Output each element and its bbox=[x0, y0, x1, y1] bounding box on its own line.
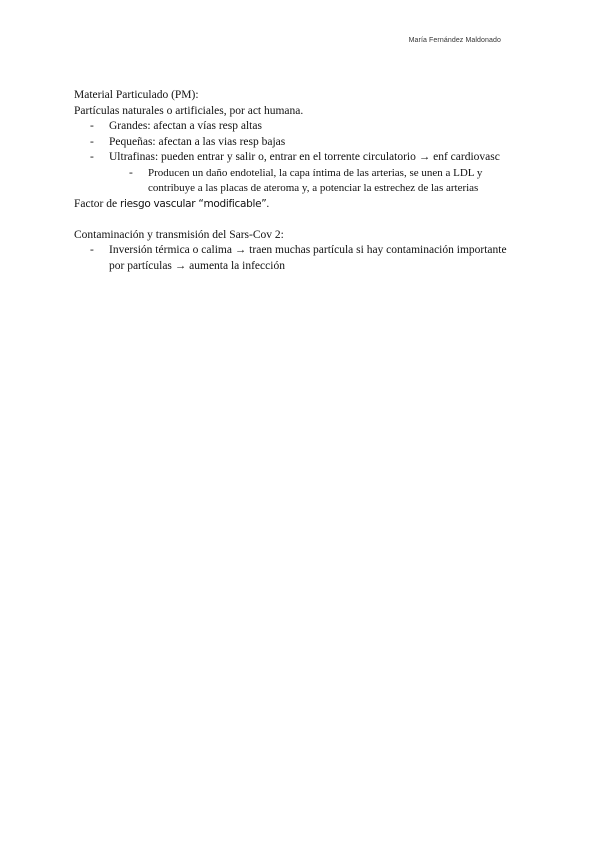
section-intro: Partículas naturales o artificiales, por act humana. bbox=[74, 104, 304, 117]
list-item-pequenas bbox=[90, 135, 524, 151]
bullet-marker: - bbox=[90, 135, 94, 148]
document-body bbox=[74, 88, 524, 274]
page-header-author: María Fernández Maldonado bbox=[408, 37, 501, 44]
list-item-text: Inversión térmica o calima → traen muchas partícula si hay contaminación importante por partículas → aumenta la infección bbox=[109, 244, 507, 272]
section-title-sars-cov-2: Contaminación y transmisión del Sars-Cov 2: bbox=[74, 228, 284, 241]
risk-factor-line bbox=[74, 197, 524, 213]
sub-list-item-dano-endotelial bbox=[129, 166, 524, 197]
paragraph-spacer bbox=[74, 212, 524, 228]
list-item-text: Pequeñas: afectan a las vias resp bajas bbox=[109, 135, 286, 148]
list-item-text: Ultrafinas: pueden entrar y salir o, entrar en el torrente circulatorio → enf cardiovasc bbox=[109, 151, 500, 163]
list-item-text: Grandes: afectan a vías resp altas bbox=[109, 120, 262, 132]
risk-factor-prefix: Factor de bbox=[74, 197, 118, 210]
sub-list-item-text: Producen un daño endotelial, la capa íntima de las arterias, se unen a LDL y contribuye a las placas de ateroma y, a potenciar la estrechez de las arterias bbox=[148, 166, 483, 194]
bullet-marker: - bbox=[90, 120, 94, 132]
list-item-ultrafinas bbox=[90, 150, 524, 166]
risk-factor-suffix: . bbox=[266, 197, 270, 210]
bullet-marker: - bbox=[90, 244, 94, 256]
list-item-inversion-termica bbox=[90, 243, 524, 274]
bullet-marker: - bbox=[129, 166, 133, 179]
bullet-marker: - bbox=[90, 151, 94, 163]
section-title-particulate-matter: Material Particulado (PM): bbox=[74, 89, 199, 101]
risk-factor-highlight: riesgo vascular “modificable” bbox=[119, 197, 267, 210]
list-item-grandes bbox=[90, 119, 524, 135]
